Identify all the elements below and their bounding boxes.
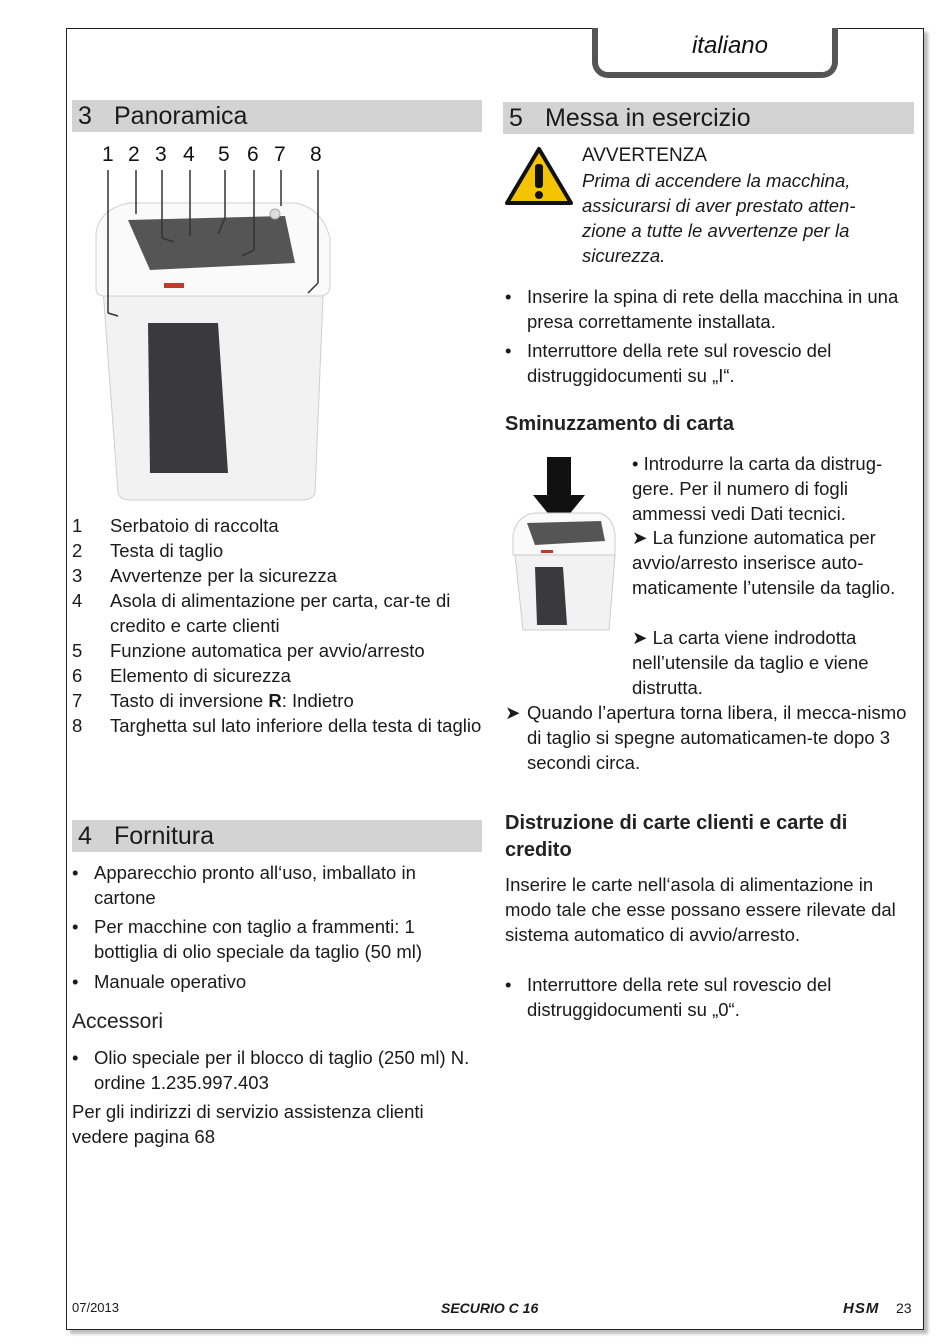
legend-item: 2 Testa di taglio bbox=[72, 540, 224, 561]
language-label: italiano bbox=[691, 32, 768, 59]
accessories-bullet: • Olio speciale per il blocco di taglio (250 ml) N. ordine 1.235.997.403 bbox=[72, 1047, 470, 1093]
supply-bullet: • Per macchine con taglio a frammenti: 1 bottiglia di olio speciale da taglio (50 ml) bbox=[72, 916, 423, 962]
supply-bullet: • Manuale operativo bbox=[72, 971, 247, 992]
callout-4: 4 bbox=[183, 143, 195, 166]
legend-item: 1 Serbatoio di raccolta bbox=[72, 515, 279, 536]
startup-bullet: • Interruttore della rete sul rovescio del distruggidocumenti su „I“. bbox=[505, 340, 832, 386]
paper-result: ➤ Quando l’apertura torna libera, il mecca-nismo di taglio si spegne automaticamen-te dopo 3 secondi circa. bbox=[505, 702, 907, 773]
cards-title: Distruzione di carte clienti e carte di credito bbox=[505, 812, 848, 861]
paper-shredding-title: Sminuzzamento di carta bbox=[505, 413, 734, 435]
supply-bullet: • Apparecchio pronto all‘uso, imballato in cartone bbox=[72, 862, 416, 908]
legend-item: 4 Asola di alimentazione per carta, car-te di credito e carte clienti bbox=[72, 590, 451, 636]
section-number: 3 bbox=[78, 102, 92, 130]
callout-3: 3 bbox=[155, 143, 167, 166]
warning-title: AVVERTENZA bbox=[582, 145, 707, 166]
section-title: Panoramica bbox=[114, 102, 248, 130]
section-4-header bbox=[72, 820, 482, 852]
shredder-overview-figure bbox=[90, 138, 350, 508]
accessories-title: Accessori bbox=[72, 1010, 164, 1033]
section-number: 5 bbox=[509, 104, 523, 132]
section-number: 4 bbox=[78, 822, 92, 850]
callout-6: 6 bbox=[247, 143, 259, 166]
startup-bullet: • Inserire la spina di rete della macchina in una presa correttamente installata. bbox=[505, 286, 899, 332]
callout-2: 2 bbox=[128, 143, 140, 166]
warning-icon bbox=[505, 146, 573, 206]
section-3-header bbox=[72, 100, 482, 132]
callout-1: 1 bbox=[102, 143, 114, 166]
cards-text: Inserire le carte nell‘asola di alimentazione in modo tale che esse possano essere rilevate dal sistema automatico di avvio/arresto. bbox=[505, 874, 896, 945]
section-title: Fornitura bbox=[114, 822, 215, 850]
section-5-header bbox=[503, 102, 914, 134]
footer-date: 07/2013 bbox=[72, 1300, 119, 1315]
legend-item: 8 Targhetta sul lato inferiore della testa di taglio bbox=[72, 715, 482, 736]
legend-item: 5 Funzione automatica per avvio/arresto bbox=[72, 640, 425, 661]
language-tab bbox=[592, 28, 838, 78]
callout-5: 5 bbox=[218, 143, 230, 166]
legend-item: 6 Elemento di sicurezza bbox=[72, 665, 291, 686]
paper-step: ➤ La funzione automatica per avvio/arresto inserisce auto-maticamente l’utensile da taglio. bbox=[632, 527, 896, 598]
service-note: Per gli indirizzi di servizio assistenza clienti vedere pagina 68 bbox=[72, 1101, 424, 1147]
cards-bullet: • Interruttore della rete sul rovescio del distruggidocumenti su „0“. bbox=[505, 974, 832, 1020]
legend-item: 3 Avvertenze per la sicurezza bbox=[72, 565, 337, 586]
footer-page-number: 23 bbox=[896, 1300, 912, 1316]
paper-insertion-figure bbox=[505, 455, 620, 635]
legend-item: 7 Tasto di inversione R: Indietro bbox=[72, 690, 354, 711]
paper-step: • Introdurre la carta da distrug-gere. Per il numero di fogli ammessi vedi Dati tecnici. bbox=[632, 453, 883, 524]
footer-model: SECURIO C 16 bbox=[441, 1300, 539, 1316]
paper-step: ➤ La carta viene indrodotta nell’utensile da taglio e viene distrutta. bbox=[632, 627, 869, 698]
callout-7: 7 bbox=[274, 143, 286, 166]
section-title: Messa in esercizio bbox=[545, 104, 751, 132]
callout-8: 8 bbox=[310, 143, 322, 166]
overview-legend bbox=[72, 513, 482, 738]
warning-text: Prima di accendere la macchina, assicurarsi di aver prestato atten-zione a tutte le avvertenze per la sicurezza. bbox=[582, 170, 856, 266]
footer-brand-logo: HSM bbox=[843, 1300, 880, 1317]
